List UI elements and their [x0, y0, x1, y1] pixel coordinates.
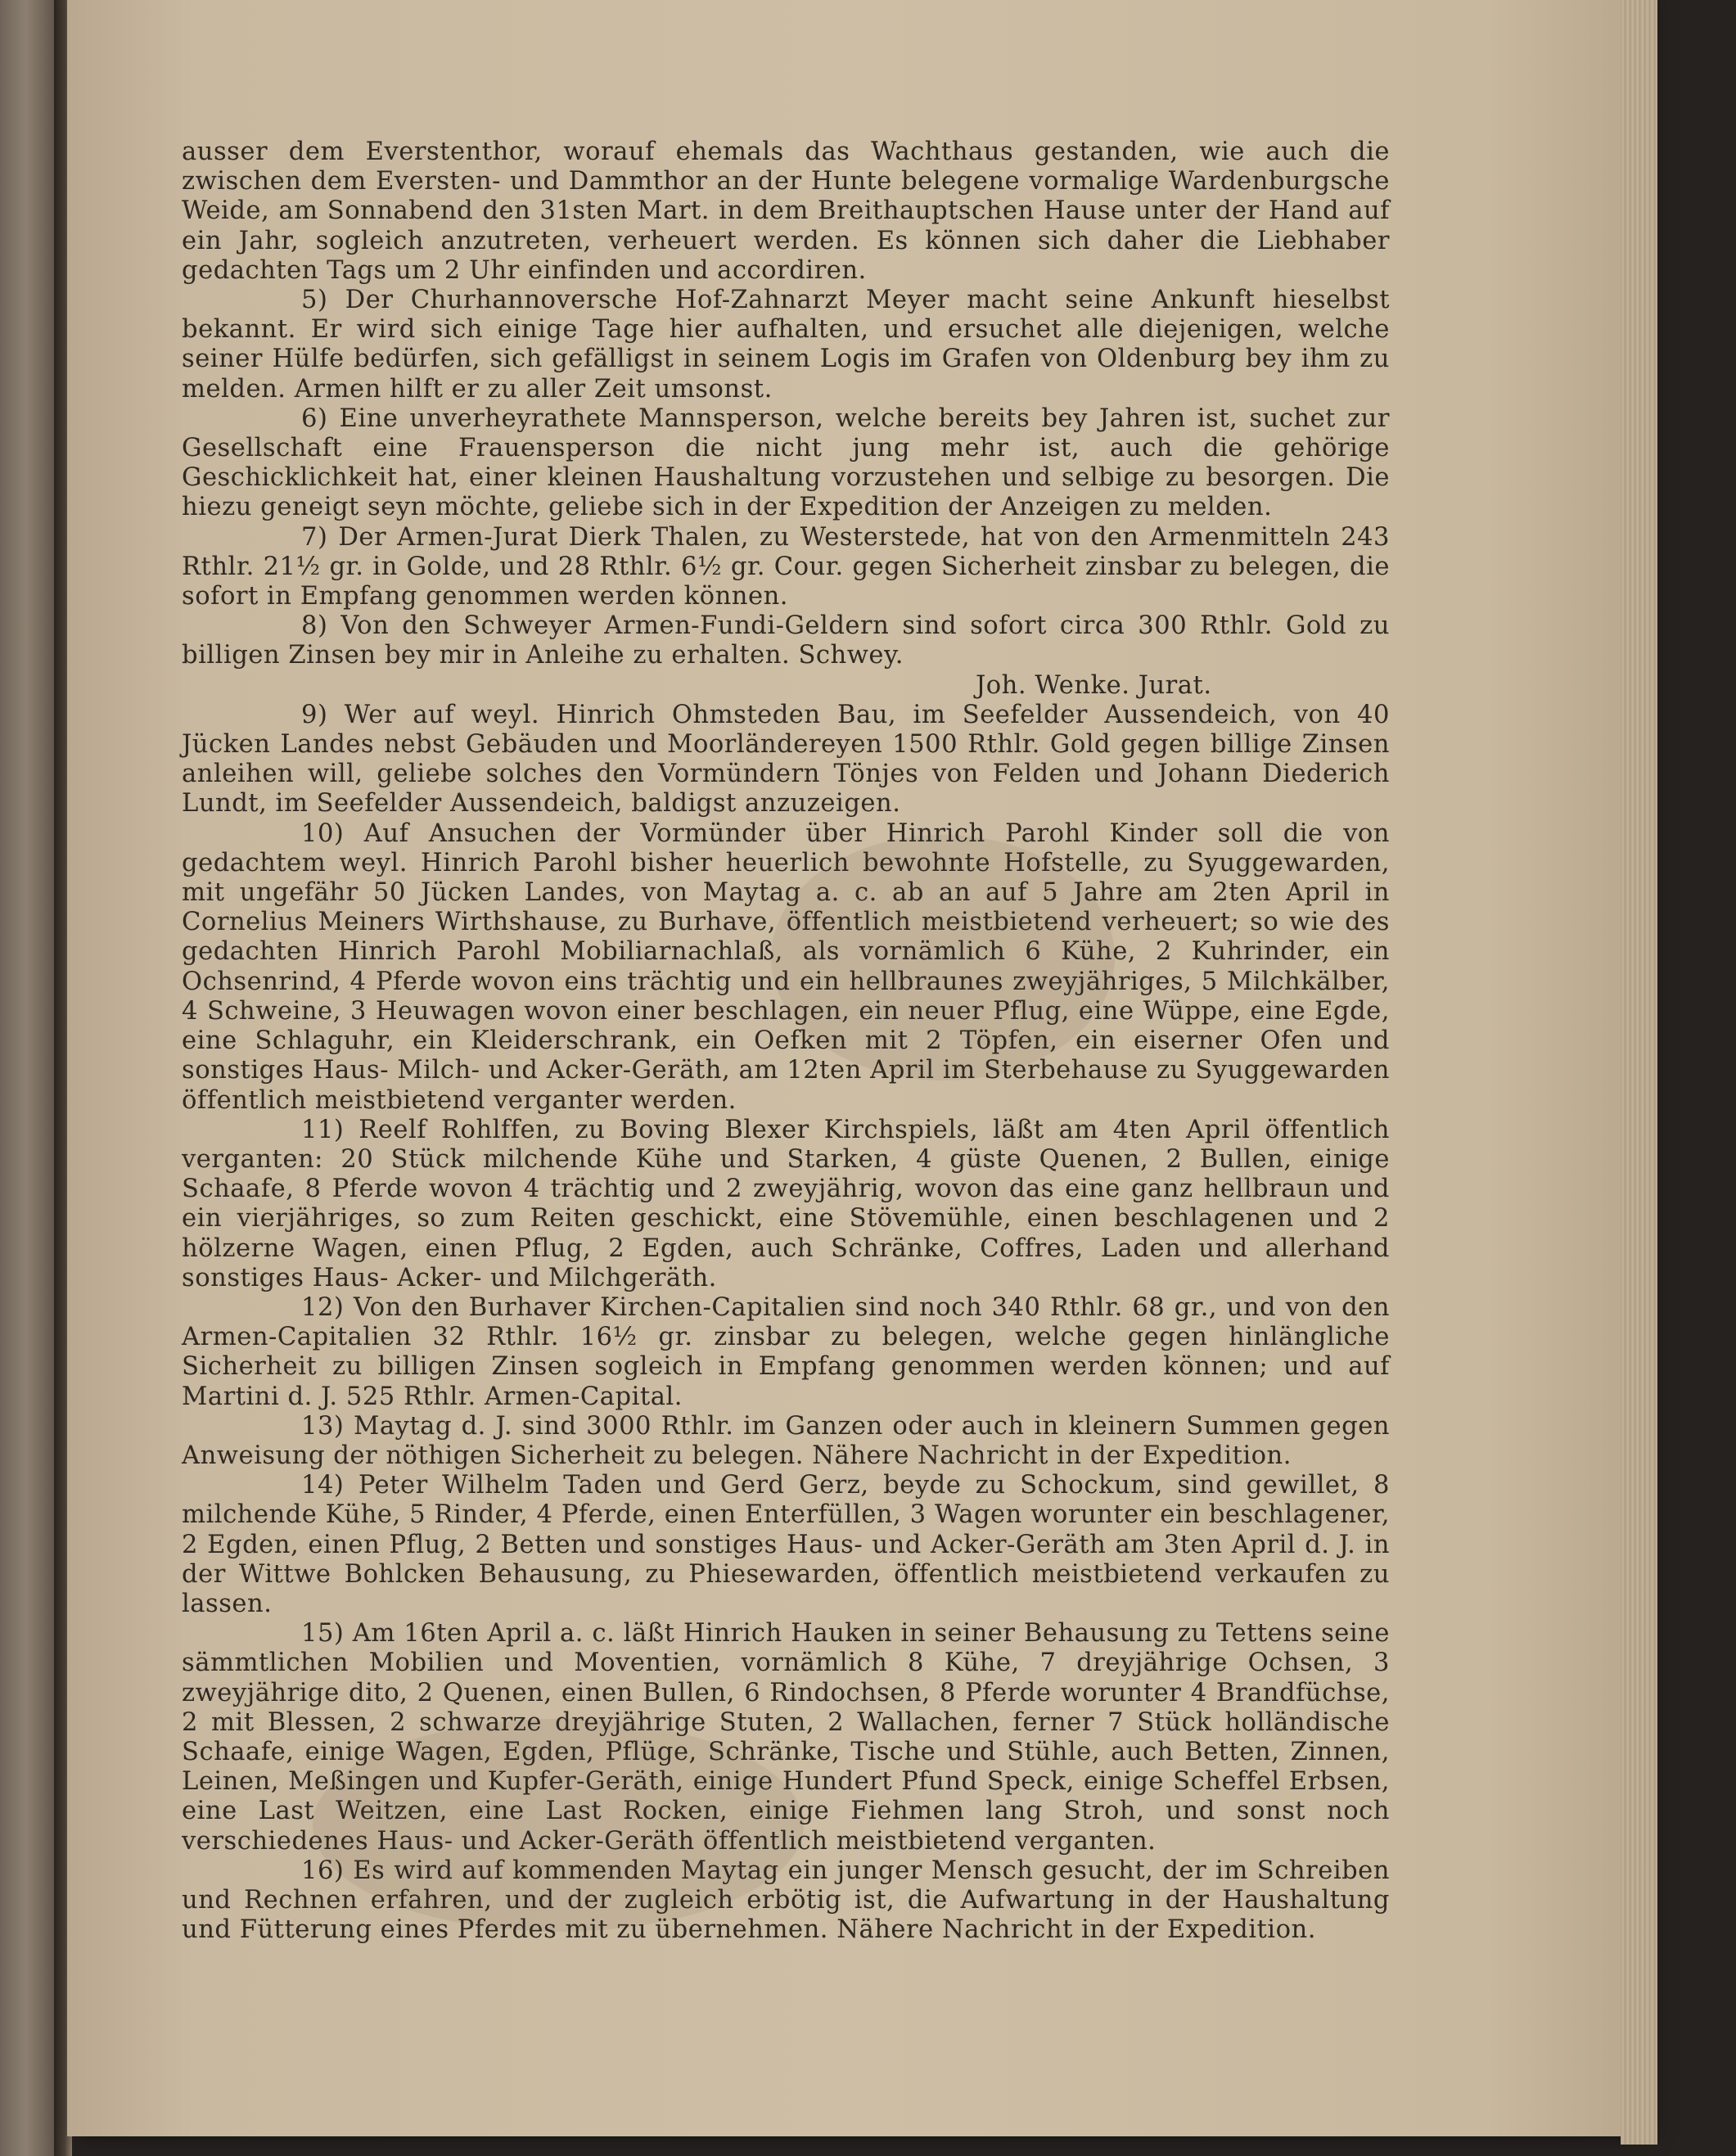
notice-8: 8) Von den Schweyer Armen-Fundi-Geldern sind sofort circa 300 Rthlr. Gold zu billigen Zinsen bey mir in Anleihe zu erhalten. Schwey.: [182, 611, 1390, 670]
notice-9: 9) Wer auf weyl. Hinrich Ohmsteden Bau, im Seefelder Aussendeich, von 40 Jücken Landes nebst Gebäuden und Moorländereyen 1500 Rthlr. Gold gegen billige Zinsen anleihen will, geliebe solches den Vormündern Tönjes von Felden und Johann Diederich Lundt, im Seefelder Aussendeich, baldigst anzuzeigen.: [182, 700, 1390, 819]
facing-page-edge: [0, 0, 57, 2156]
notice-15: 15) Am 16ten April a. c. läßt Hinrich Hauken in seiner Behausung zu Tettens seine sämmtlichen Mobilien und Moventien, vornämlich 8 Kühe, 7 dreyjährige Ochsen, 3 zweyjährige dito, 2 Quenen, einen Bullen, 6 Rindochsen, 8 Pferde worunter 4 Brandfüchse, 2 mit Blessen, 2 schwarze dreyjährige Stuten, 2 Wallachen, ferner 7 Stück holländische Schaafe, einige Wagen, Egden, Pflüge, Schränke, Tische und Stühle, auch Betten, Zinnen, Leinen, Meßingen und Kupfer-Geräth, einige Hundert Pfund Speck, einige Scheffel Erbsen, eine Last Weitzen, eine Last Rocken, einige Fiehmen lang Stroh, und sonst noch verschiedenes Haus- und Acker-Geräth öffentlich meistbietend verganten.: [182, 1619, 1390, 1856]
article-text: [182, 138, 1390, 1945]
paragraph-continued: ausser dem Everstenthor, worauf ehemals das Wachthaus gestanden, wie auch die zwischen dem Eversten- und Dammthor an der Hunte belegene vormalige Wardenburgsche Weide, am Sonnabend den 31sten Mart. in dem Breithauptschen Hause unter der Hand auf ein Jahr, sogleich anzutreten, verheuert werden. Es können sich daher die Liebhaber gedachten Tags um 2 Uhr einfinden und accordiren.: [182, 138, 1390, 285]
page-stack-edge: [1621, 0, 1657, 2145]
notice-5: 5) Der Churhannoversche Hof-Zahnarzt Meyer macht seine Ankunft hieselbst bekannt. Er wird sich einige Tage hier aufhalten, und ersuchet alle diejenigen, welche seiner Hülfe bedürfen, sich gefälligst in seinem Logis im Grafen von Oldenburg bey ihm zu melden. Armen hilft er zu aller Zeit umsonst.: [182, 286, 1390, 404]
notice-11: 11) Reelf Rohlffen, zu Boving Blexer Kirchspiels, läßt am 4ten April öffentlich verganten: 20 Stück milchende Kühe und Starken, 4 güste Quenen, 2 Bullen, einige Schaafe, 8 Pferde wovon 4 trächtig und 2 zweyjährig, wovon das eine ganz hellbraun und ein vierjähriges, so zum Reiten geschickt, eine Stövemühle, einen beschlagenen und 2 hölzerne Wagen, einen Pflug, 2 Egden, auch Schränke, Coffres, Laden und allerhand sonstiges Haus- Acker- und Milchgeräth.: [182, 1115, 1390, 1292]
notice-16: 16) Es wird auf kommenden Maytag ein junger Mensch gesucht, der im Schreiben und Rechnen erfahren, und der zugleich erbötig ist, die Aufwartung in der Haushaltung und Fütterung eines Pferdes mit zu übernehmen. Nähere Nachricht in der Expedition.: [182, 1856, 1390, 1945]
notice-8-signature: Joh. Wenke. Jurat.: [976, 670, 1212, 700]
notice-7: 7) Der Armen-Jurat Dierk Thalen, zu Westerstede, hat von den Armenmitteln 243 Rthlr. 21½ gr. in Golde, und 28 Rthlr. 6½ gr. Cour. gegen Sicherheit zinsbar zu belegen, die sofort in Empfang genommen werden können.: [182, 522, 1390, 611]
notice-12: 12) Von den Burhaver Kirchen-Capitalien sind noch 340 Rthlr. 68 gr., und von den Armen-Capitalien 32 Rthlr. 16½ gr. zinsbar zu belegen, welche gegen hinlängliche Sicherheit zu billigen Zinsen sogleich in Empfang genommen werden können; und auf Martini d. J. 525 Rthlr. Armen-Capital.: [182, 1292, 1390, 1411]
notice-14: 14) Peter Wilhelm Taden und Gerd Gerz, beyde zu Schockum, sind gewillet, 8 milchende Kühe, 5 Rinder, 4 Pferde, einen Enterfüllen, 3 Wagen worunter ein beschlagener, 2 Egden, einen Pflug, 2 Betten und sonstiges Haus- und Acker-Geräth am 3ten April d. J. in der Wittwe Bohlcken Behausung, zu Phiesewarden, öffentlich meistbietend verkaufen zu lassen.: [182, 1471, 1390, 1618]
notice-13: 13) Maytag d. J. sind 3000 Rthlr. im Ganzen oder auch in kleinern Summen gegen Anweisung der nöthigen Sicherheit zu belegen. Nähere Nachricht in der Expedition.: [182, 1411, 1390, 1470]
notice-10: 10) Auf Ansuchen der Vormünder über Hinrich Parohl Kinder soll die von gedachtem weyl. Hinrich Parohl bisher heuerlich bewohnte Hofstelle, zu Syuggewarden, mit ungefähr 50 Jücken Landes, von Maytag a. c. ab an auf 5 Jahre am 2ten April in Cornelius Meiners Wirthshause, zu Burhave, öffentlich meistbietend verheuert; so wie des gedachten Hinrich Parohl Mobiliarnachlaß, als vornämlich 6 Kühe, 2 Kuhrinder, ein Ochsenrind, 4 Pferde wovon eins trächtig und ein hellbraunes zweyjähriges, 5 Milchkälber, 4 Schweine, 3 Heuwagen wovon einer beschlagen, ein neuer Pflug, eine Wüppe, eine Egde, eine Schlaguhr, ein Kleiderschrank, ein Oefken mit 2 Töpfen, ein eiserner Ofen und sonstiges Haus- Milch- und Acker-Geräth, am 12ten April im Sterbehause zu Syuggewarden öffentlich meistbietend verganter werden.: [182, 819, 1390, 1115]
notice-6: 6) Eine unverheyrathete Mannsperson, welche bereits bey Jahren ist, suchet zur Gesellschaft eine Frauensperson die nicht jung mehr ist, auch die gehörige Geschicklichkeit hat, einer kleinen Haushaltung vorzustehen und selbige zu besorgen. Die hiezu geneigt seyn möchte, geliebe sich in der Expedition der Anzeigen zu melden.: [182, 404, 1390, 522]
